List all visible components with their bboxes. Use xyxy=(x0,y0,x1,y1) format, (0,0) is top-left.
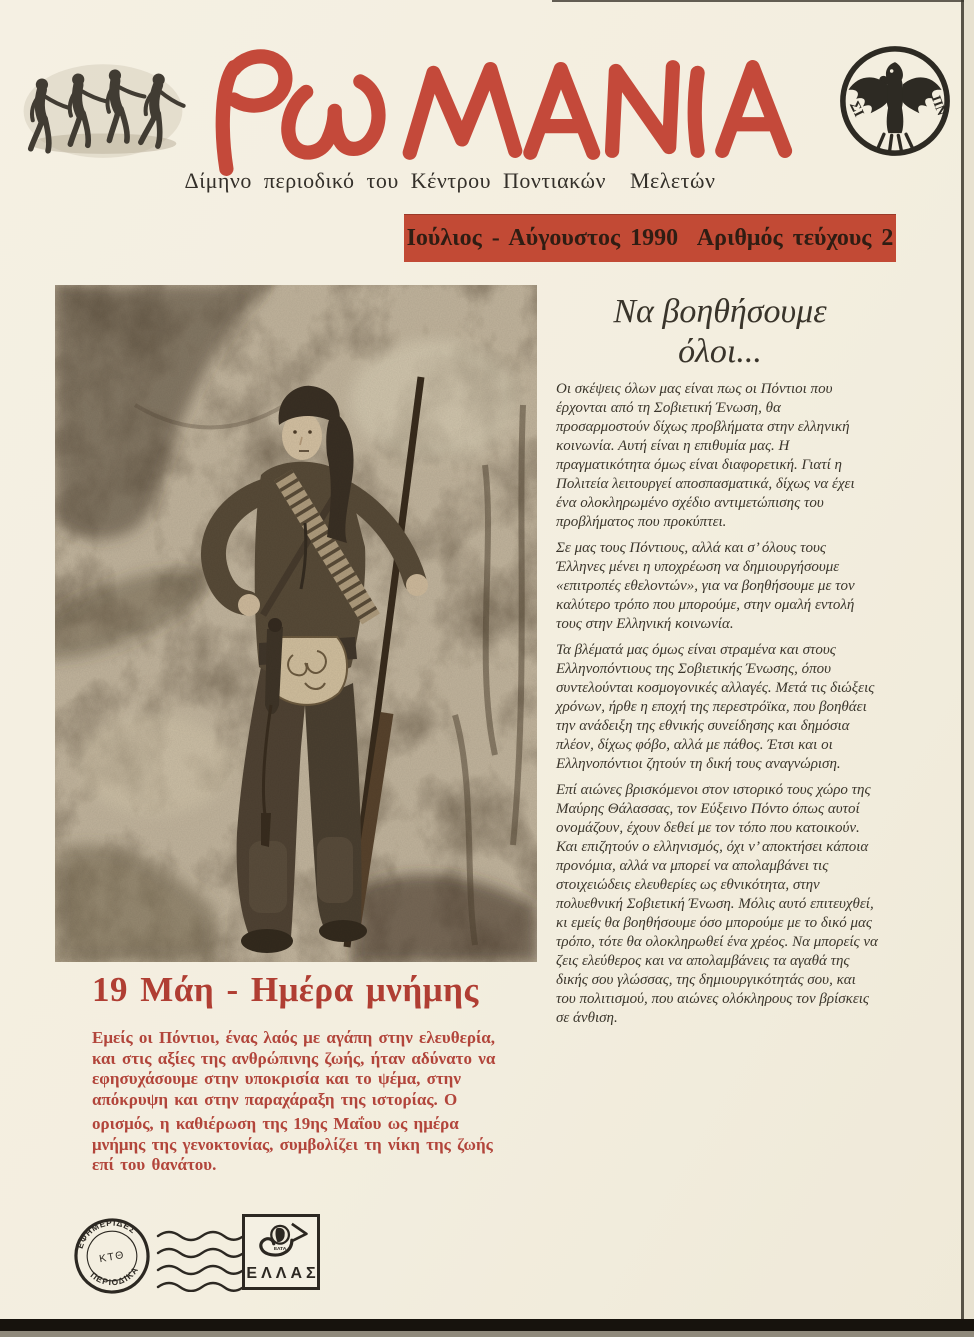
article-title-line2: όλοι... xyxy=(678,333,762,371)
memorial-paragraph: Εμείς οι Πόντιοι, ένας λαός με αγάπη στην ελευθερία, και στις αξίες της ανθρώπινης ζωής, ήταν αδύνατο να εφησυχάσουμε στην υποκρισία και το ψέμα, στην απόκρυψη και στην παραχάραξη της ιστορίας. Ο xyxy=(92,1028,496,1109)
pontic-dancers-engraving xyxy=(20,50,186,164)
post-horn-icon xyxy=(252,1220,310,1264)
memorial-heading: 19 Μάη - Ημέρα μνήμης xyxy=(92,970,479,1009)
scan-edge-top xyxy=(552,0,974,2)
pontic-eagle-seal xyxy=(834,40,956,162)
distribution-stamp xyxy=(66,1210,159,1303)
memorial-paragraph: ορισμός, η καθιέρωση της 19ης Μαΐου ως ημέρα μνήμης της γενοκτονίας, συμβολίζει τη νίκη της ζωής επί του θανάτου. xyxy=(92,1114,493,1174)
stamp-text-top: ΕΦΗΜΕΡΙΔΕΣ xyxy=(74,1217,139,1250)
article-paragraph: Σε μας τους Πόντιους, αλλά και σ’ όλους τους Έλληνες μένει η υποχρέωση να δημιουργήσουμε «επιτροπές εθελοντών», για να βοηθήσουμε με τον καλύτερο τρόπο που μπορούμε, στην ομαλή εντολή τους στην Ελληνική κοινωνία. xyxy=(556,540,855,632)
issue-banner: Ιούλιος - Αύγουστος 1990 Αριθμός τεύχους 2 xyxy=(404,214,896,262)
hellenic-post-stamp xyxy=(242,1214,320,1290)
article-title xyxy=(548,292,892,372)
eagle-icon xyxy=(845,62,941,133)
scan-edge-right-fill xyxy=(964,0,974,1337)
seal-letters-right: ΠΝ xyxy=(928,93,950,118)
article-paragraph: Τα βλέματά μας όμως είναι στραμένα και στους Ελληνοπόντιους της Σοβιετικής Ένωσης, όπου συντελούνται κοσμογονικές αλλαγές. Μετά τις διώξεις χρόνων, ήρθε η εποχή της περεστρόϊκα, που βοηθάει την ανάδειξη της εθνικής συνείδησης και δημόσια πλέον, δίχως φόβο, αλλά με πάθος. Έτσι και οι Ελληνοπόντιοι ζητούν τη δική τους αναγνώριση. xyxy=(556,642,875,772)
article-paragraph: Επί αιώνες βρισκόμενοι στον ιστορικό τους χώρο της Μαύρης Θάλασσας, τον Εύξεινο Πόντο όπως αυτοί ονομάζουν, έχουν δεθεί με τον τόπο που κατοικούν. Και επιζητούν ο ελληνισμός, όχι ν’ αποκτήσει κάποια προνόμια, αλλά να μπορεί να απολαμβάνει τις στοιχειώδεις ελευθερίες ως εθνικότητα, στην πολυεθνική Σοβιετική Ένωση. Μόλις αυτό επιτευχθεί, κι εμείς θα βοηθήσουμε όσο μπορούμε με το δικό μας τρόπο, τότε θα ολοκληρωθεί ένα χρέος. Να μπορείς να ζεις ελεύθερος και να απολαμβάνεις τα αγαθά της δικής σου γλώσσας, της δημιουργικότητάς σου, και του πολιτισμού, που αιώνες ολόκληρους τον βρίσκεις σε άνθιση. xyxy=(556,782,878,1026)
scan-edge-bottom xyxy=(0,1319,974,1331)
scan-edge-right-line xyxy=(961,0,964,1337)
memorial-body xyxy=(92,1028,518,1180)
seal-letters-left: ΣΙ xyxy=(845,99,867,120)
masthead-title-lettering xyxy=(196,40,804,178)
postmark-waves xyxy=(156,1230,246,1292)
masthead-subtitle: Δίμηνο περιοδικό του Κέντρου Ποντιακών Μελετών xyxy=(184,168,716,193)
scan-edge-bottom-shadow xyxy=(0,1331,974,1337)
masthead-title-text xyxy=(0,0,1,1)
cover-photo-pontic-fighter xyxy=(55,285,537,962)
post-org-label: ΕΛΤΑ xyxy=(273,1246,287,1253)
post-country-label: ΕΛΛΑΣ xyxy=(246,1265,320,1282)
stamp-text-bottom: ΠΕΡΙΟΔΙΚΑ xyxy=(88,1264,141,1288)
article-body xyxy=(556,380,878,1035)
stamp-text-center: ΚΤΘ xyxy=(98,1249,127,1266)
article-paragraph: Οι σκέψεις όλων μας είναι πως οι Πόντιοι που έρχονται από τη Σοβιετική Ένωση, θα προσαρμοστούν δίχως προβλήματα στην ελληνική κοινωνία. Αυτή είναι η επιθυμία μας. Η πραγματικότητα όμως είναι διαφορετική. Γιατί η Πολιτεία λειτουργεί αποσπασματικά, δίχως να έχει ένα ολοκληρωμένο σχέδιο αντιμετώπισης του προβλήματος που προκύπτει. xyxy=(556,381,855,530)
article-title-line1: Να βοηθήσουμε xyxy=(613,293,827,330)
